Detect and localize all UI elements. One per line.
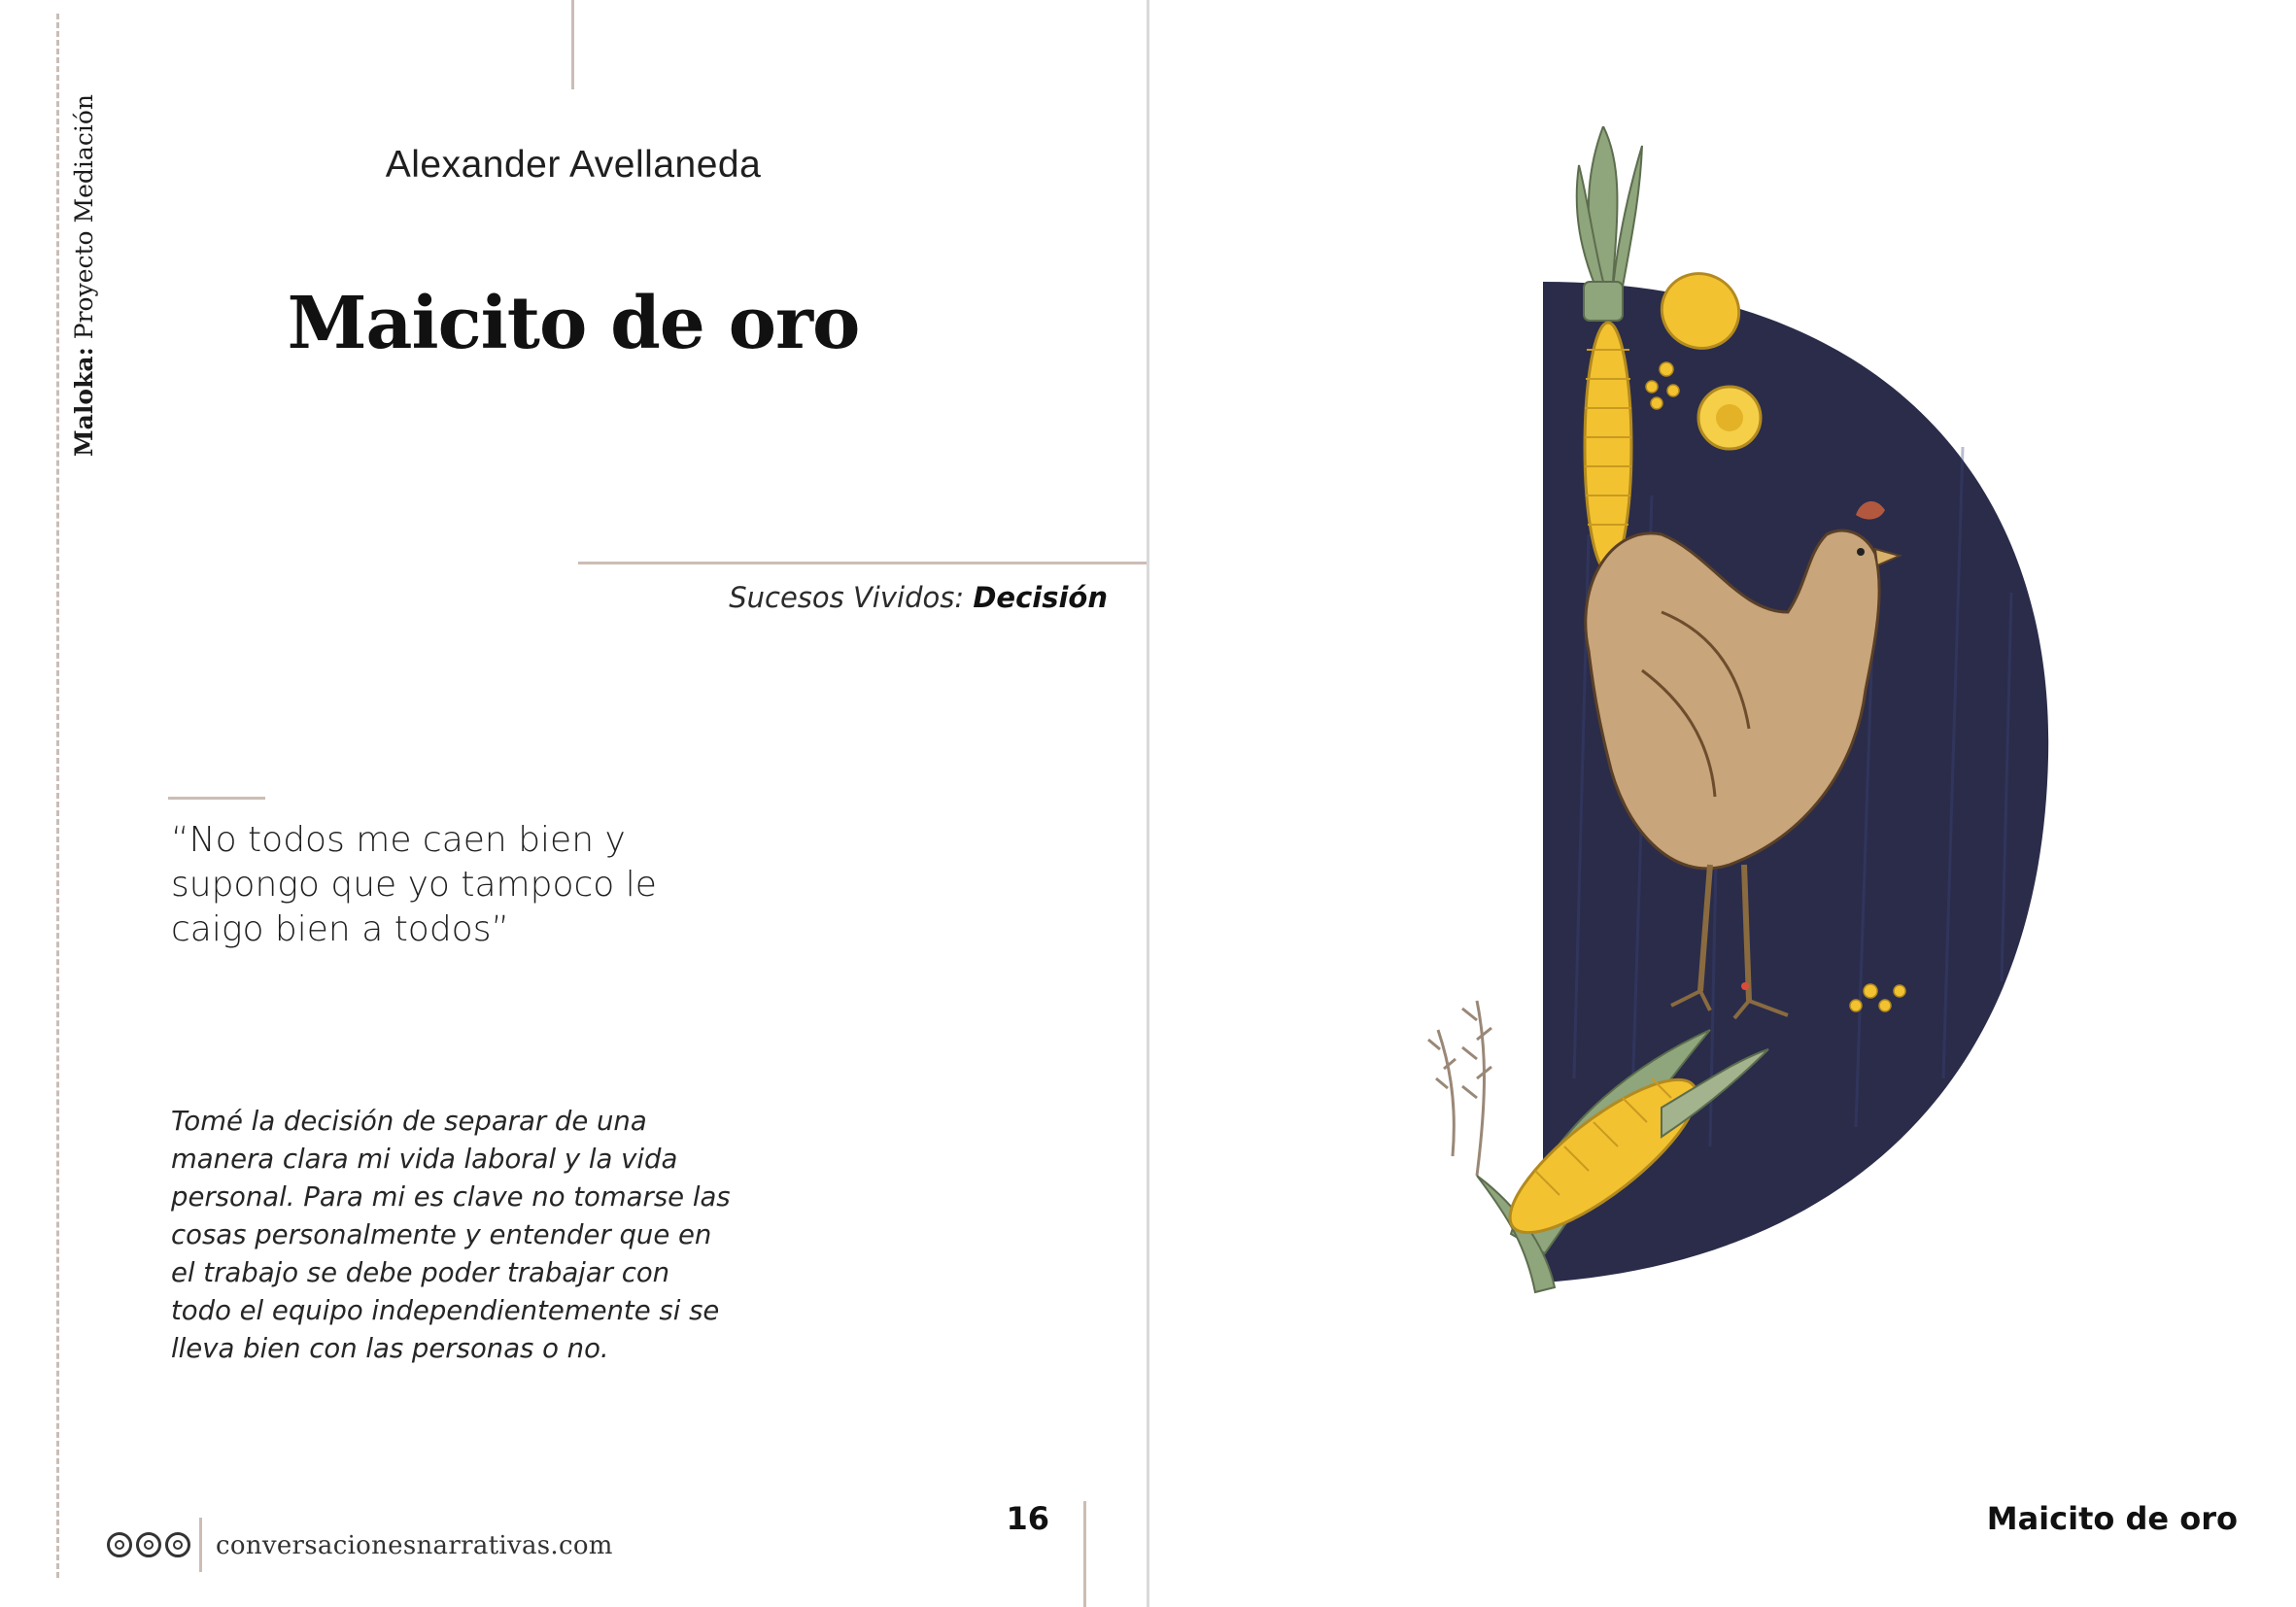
category-label: Sucesos Vividos: — [729, 581, 965, 614]
wheat-icon — [1428, 1001, 1491, 1176]
pull-quote: “No todos me caen bien y supongo que yo tampoco le caigo bien a todos” — [171, 820, 657, 949]
top-vertical-rule — [571, 0, 574, 89]
category-line — [525, 581, 1108, 614]
running-head-rest: Proyecto Mediación — [70, 94, 98, 340]
running-foot: Maicito de oro — [1986, 1500, 2238, 1537]
category-value: Decisión — [973, 581, 1108, 614]
corn-cob-icon — [1585, 323, 1631, 571]
footer-separator — [199, 1518, 202, 1572]
footer-url[interactable]: conversacionesnarrativas.com — [216, 1531, 613, 1560]
author-name: Alexander Avellaneda — [385, 144, 762, 186]
page-title: Maicito de oro — [287, 282, 860, 365]
title-divider — [578, 562, 1147, 564]
dotted-margin-rail — [56, 14, 59, 1578]
bottom-vertical-rule — [1083, 1501, 1086, 1607]
body-paragraph: Tomé la decisión de separar de una manera clara mi vida laboral y la vida personal. Para mi es clave no tomarse las cosas personalmente y entender que en el trabajo se debe poder trabajar con todo el equipo independientemente si se lleva bien con las personas o no. — [171, 1106, 731, 1364]
quote-rule — [168, 797, 265, 800]
page-number: 16 — [1006, 1500, 1049, 1537]
creative-commons-logo-icon — [107, 1532, 190, 1557]
running-head — [70, 94, 98, 457]
left-page — [0, 0, 1147, 1607]
hen-corn-illustration — [1419, 126, 2079, 1370]
running-head-bold: Maloka: — [70, 347, 98, 457]
